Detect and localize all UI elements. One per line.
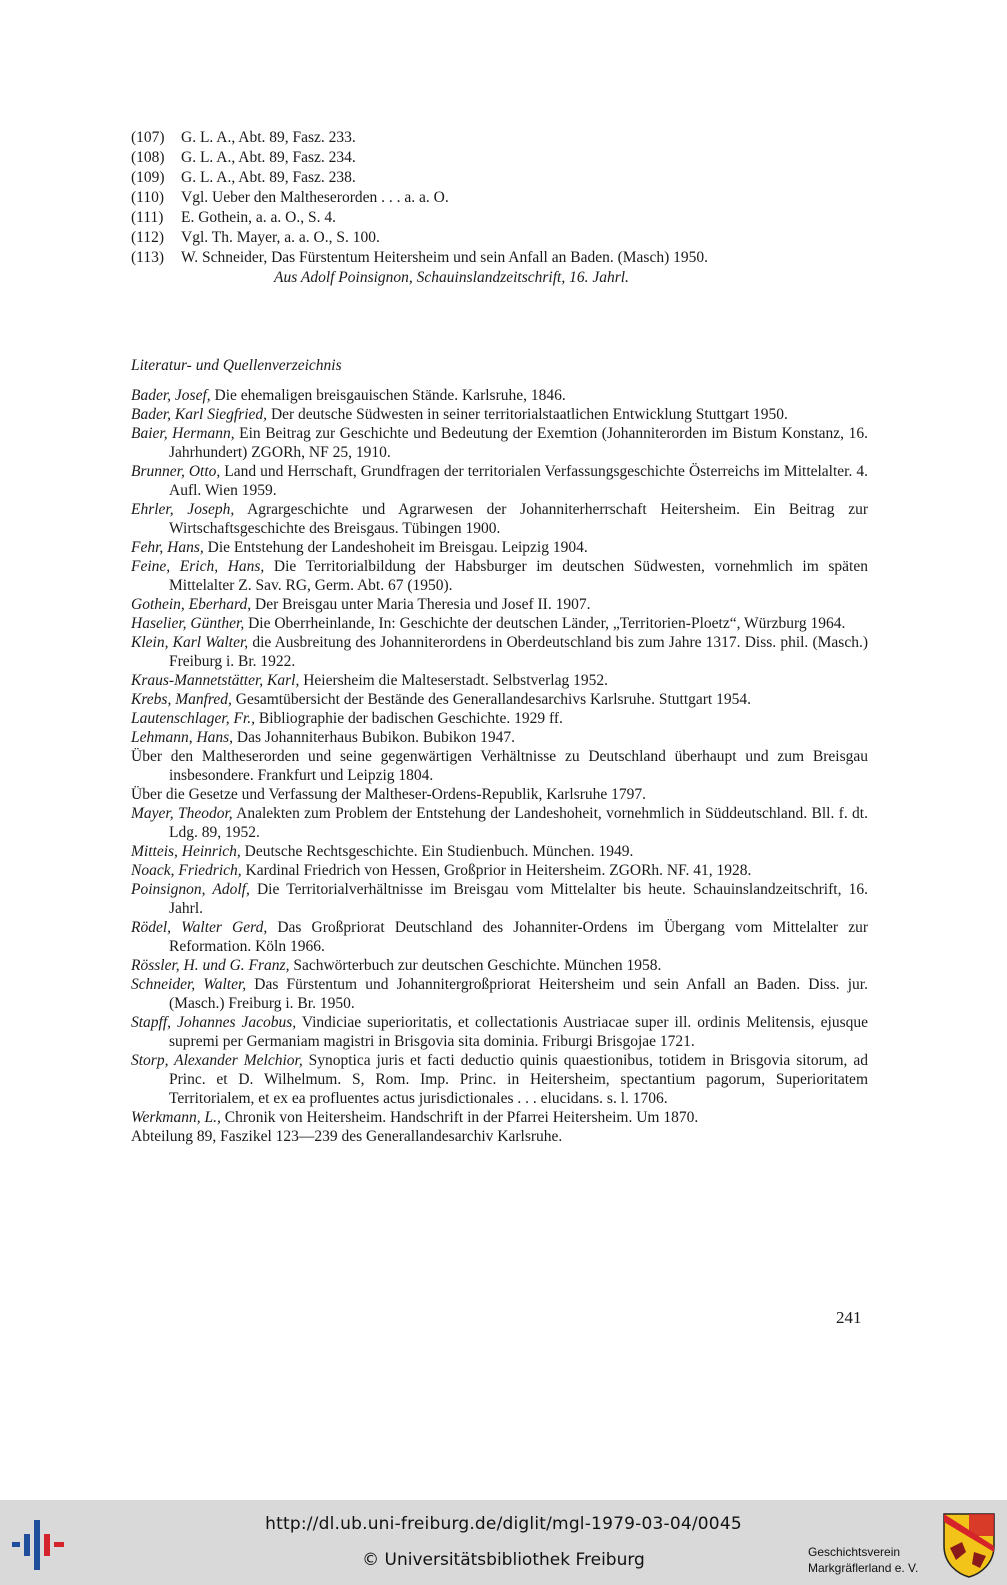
footnotes [131,128,871,288]
reference-item: Mayer, Theodor, Analekten zum Problem der Entstehung der Landeshoheit, vornehmlich in Süddeutschland. Bll. f. dt. Ldg. 89, 1952. [131,805,868,841]
section-heading: Literatur- und Quellenverzeichnis [131,357,342,374]
reference-item: Storp, Alexander Melchior, Synoptica juris et facti deductio quinis quaestionibus, totidem in Brisgovia sitorum, ad Princ. et D. Wilhelmum. S, Rom. Imp. Princ. in Heitersheim, spectantium pagorum, Superioritatem Territorialem, et ex ea profluentes actus jurisdictionales . . . elucidans. s. l. 1706. [131,1052,868,1107]
reference-item: Bader, Karl Siegfried, Der deutsche Südwesten in seiner territorialstaatlichen Entwicklung Stuttgart 1950. [131,406,788,423]
page-number: 241 [836,1308,862,1327]
footnote-item: (108) G. L. A., Abt. 89, Fasz. 234. [131,149,356,166]
coat-of-arms-icon [942,1512,996,1578]
permalink-url[interactable]: http://dl.ub.uni-freiburg.de/diglit/mgl-1979-03-04/0045 [265,1514,742,1534]
reference-item: Fehr, Hans, Die Entstehung der Landeshoheit im Breisgau. Leipzig 1904. [131,539,588,556]
reference-item: Über den Maltheserorden und seine gegenwärtigen Verhältnisse zu Deutschland überhaupt und zum Breisgau insbesondere. Frankfurt und Leipzig 1804. [131,748,868,784]
reference-item: Stapff, Johannes Jacobus, Vindiciae superioritatis, et collectationis Austriacae super ill. ordinis Melitensis, ejusque supremi per Germaniam magistri in Brisgovia sita dominia. Friburgi Brisgojae 1721. [131,1014,868,1050]
footnote-item: (111) E. Gothein, a. a. O., S. 4. [131,209,336,226]
reference-item: Ehrler, Joseph, Agrargeschichte und Agrarwesen der Johanniterherrschaft Heitersheim. Ein Beitrag zur Wirtschaftsgeschichte des Breisgaus. Tübingen 1900. [131,501,868,537]
reference-item: Mitteis, Heinrich, Deutsche Rechtsgeschichte. Ein Studienbuch. München. 1949. [131,843,634,860]
reference-item: Poinsignon, Adolf, Die Territorialverhältnisse im Breisgau vom Mittelalter bis heute. Schauinslandzeitschrift, 16. Jahrl. [131,881,868,917]
reference-item: Rössler, H. und G. Franz, Sachwörterbuch zur deutschen Geschichte. München 1958. [131,957,662,974]
reference-item: Werkmann, L., Chronik von Heitersheim. Handschrift in der Pfarrei Heitersheim. Um 1870. [131,1109,699,1126]
reference-item: Über die Gesetze und Verfassung der Maltheser-Ordens-Republik, Karlsruhe 1797. [131,786,647,803]
reference-item: Feine, Erich, Hans, Die Territorialbildung der Habsburger im deutschen Südwesten, vornehmlich im späten Mittelalter Z. Sav. RG, Germ. Abt. 67 (1950). [131,558,868,594]
reference-item: Rödel, Walter Gerd, Das Großpriorat Deutschland des Johanniter-Ordens im Übergang vom Mittelalter zur Reformation. Köln 1966. [131,919,868,955]
footnote-item: (112) Vgl. Th. Mayer, a. a. O., S. 100. [131,229,380,246]
reference-item: Krebs, Manfred, Gesamtübersicht der Bestände des Generallandesarchivs Karlsruhe. Stuttgart 1954. [131,691,751,708]
footnote-item: (109) G. L. A., Abt. 89, Fasz. 238. [131,169,356,186]
reference-item: Lehmann, Hans, Das Johanniterhaus Bubikon. Bubikon 1947. [131,729,516,746]
footnote-item: (110) Vgl. Ueber den Maltheserorden . . . a. a. O. [131,189,449,206]
reference-item: Abteilung 89, Faszikel 123—239 des Generallandesarchiv Karlsruhe. [131,1128,563,1145]
source-line: Aus Adolf Poinsignon, Schauinslandzeitschrift, 16. Jahrl. [274,269,629,286]
society-name-line2: Markgräflerland e. V. [808,1561,919,1575]
reference-item: Haselier, Günther, Die Oberrheinlande, In: Geschichte der deutschen Länder, „Territorien-Ploetz“, Würzburg 1964. [131,615,846,632]
reference-item: Bader, Josef, Die ehemaligen breisgauischen Stände. Karlsruhe, 1846. [131,387,566,404]
society-name-line1: Geschichtsverein [808,1545,901,1559]
reference-item: Klein, Karl Walter, die Ausbreitung des Johanniterordens in Oberdeutschland bis zum Jahre 1317. Diss. phil. (Masch.) Freiburg i. Br. 1922. [131,634,868,670]
reference-item: Schneider, Walter, Das Fürstentum und Johannitergroßpriorat Heitersheim und sein Anfall an Baden. Diss. jur. (Masch.) Freiburg i. Br. 1950. [131,976,868,1012]
reference-item: Gothein, Eberhard, Der Breisgau unter Maria Theresia und Josef II. 1907. [131,596,591,613]
reference-item: Baier, Hermann, Ein Beitrag zur Geschichte und Bedeutung der Exemtion (Johanniterorden im Bistum Konstanz, 16. Jahrhundert) ZGORh, NF 25, 1910. [131,425,868,461]
reference-list [131,386,868,1146]
copyright-notice: © Universitätsbibliothek Freiburg [362,1550,645,1570]
footnote-item: (113) W. Schneider, Das Fürstentum Heitersheim und sein Anfall an Baden. (Masch) 1950. [131,249,708,266]
footer-bar [0,1500,1007,1585]
reference-item: Lautenschlager, Fr., Bibliographie der badischen Geschichte. 1929 ff. [131,710,563,727]
reference-item: Noack, Friedrich, Kardinal Friedrich von Hessen, Großprior in Heitersheim. ZGORh. NF. 41, 1928. [131,862,752,879]
reference-item: Kraus-Mannetstätter, Karl, Heiersheim die Malteserstadt. Selbstverlag 1952. [131,672,608,689]
society-name [808,1544,918,1576]
footnote-item: (107) G. L. A., Abt. 89, Fasz. 233. [131,129,356,146]
reference-item: Brunner, Otto, Land und Herrschaft, Grundfragen der territorialen Verfassungsgeschichte Österreichs im Mittelalter. 4. Aufl. Wien 1959. [131,463,868,499]
